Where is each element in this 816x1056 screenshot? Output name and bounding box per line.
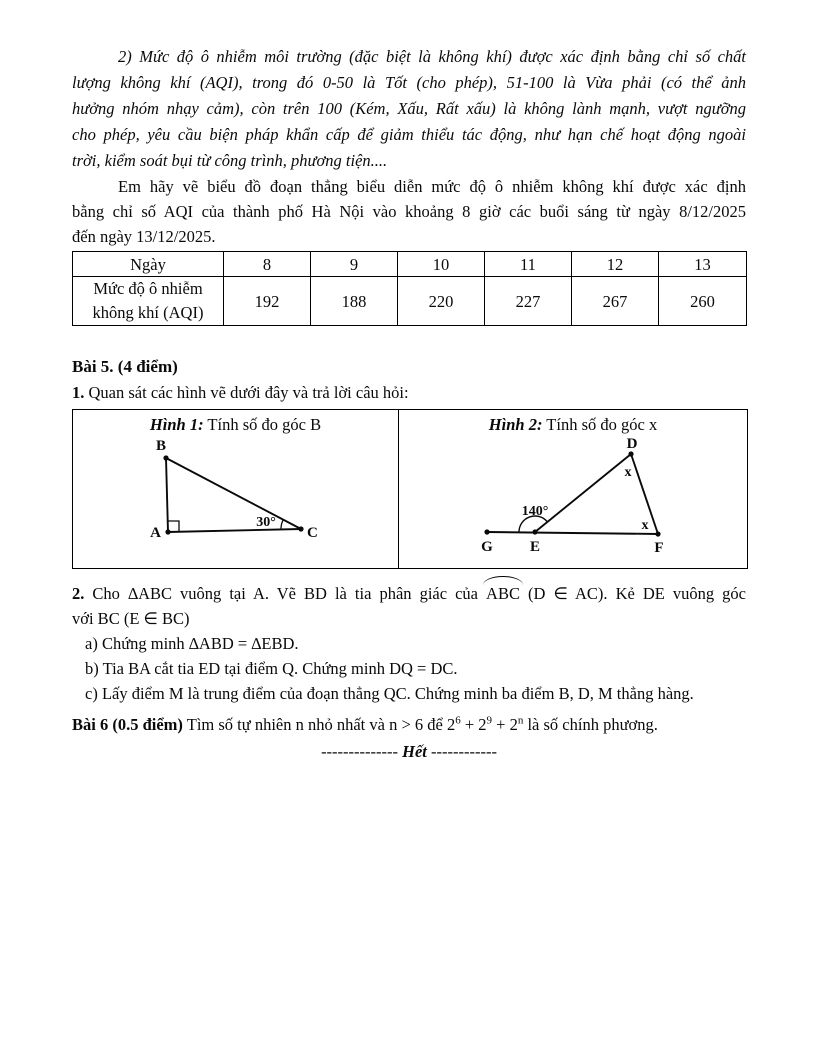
paragraph-line: 2) Mức độ ô nhiễm môi trường (đặc biệt là không khí) được xác định bằng chỉ số chất bbox=[118, 47, 746, 66]
question-2-number: 2. bbox=[72, 584, 85, 603]
point-G bbox=[484, 529, 489, 534]
row-label-line: không khí (AQI) bbox=[92, 303, 204, 322]
figure-1-title-label: Hình 1: bbox=[149, 415, 204, 434]
label-A: A bbox=[150, 525, 161, 541]
segment-ED bbox=[535, 454, 631, 532]
paragraph-line: cho phép, yêu cầu biện pháp khẩn cấp để giảm thiểu tác động, như hạn chế hoạt động ngoài bbox=[72, 125, 746, 144]
paragraph-line: bằng chỉ số AQI của thành phố Hà Nội vào khoảng 8 giờ các buổi sáng từ ngày 8/12/2025 bbox=[72, 202, 746, 221]
end-divider bbox=[72, 739, 746, 765]
label-E: E bbox=[529, 539, 541, 555]
table-row-label bbox=[73, 277, 224, 326]
table-data-row bbox=[73, 277, 747, 326]
paragraph-air-quality bbox=[72, 44, 746, 174]
paragraph-line: lượng không khí (AQI), trong đó 0-50 là Tốt (cho phép), 51-100 là Vừa phải (có thể ảnh bbox=[72, 73, 746, 92]
label-C: C bbox=[307, 525, 318, 541]
label-D: D bbox=[626, 436, 638, 452]
label-G: G bbox=[481, 539, 493, 555]
point-B bbox=[163, 455, 168, 460]
paragraph-line: Em hãy vẽ biểu đồ đoạn thẳng biểu diễn mức độ ô nhiễm không khí được xác định bbox=[118, 177, 746, 196]
table-header-cell: 11 bbox=[485, 252, 572, 277]
angle-def-figure bbox=[399, 435, 745, 568]
table-cell: 220 bbox=[398, 277, 485, 326]
question-1-text: Quan sát các hình vẽ dưới đây và trả lời câu hỏi: bbox=[88, 383, 409, 402]
question-2b: b) Tia BA cắt tia ED tại điểm Q. Chứng minh DQ = DC. bbox=[85, 659, 458, 678]
paragraph-line: trời, kiểm soát bụi từ công trình, phương tiện.... bbox=[72, 151, 388, 170]
segment-BC bbox=[166, 458, 301, 529]
table-cell: 267 bbox=[572, 277, 659, 326]
label-angle-30: 30° bbox=[256, 515, 276, 530]
end-dashes-right: ------------ bbox=[431, 742, 497, 761]
figure-2-title-label: Hình 2: bbox=[488, 415, 543, 434]
point-C bbox=[298, 526, 303, 531]
question-2 bbox=[72, 581, 746, 706]
table-header-cell: Ngày bbox=[73, 252, 224, 277]
table-header-cell: 10 bbox=[398, 252, 485, 277]
figure-2-title bbox=[399, 412, 747, 437]
segment-AB bbox=[166, 458, 168, 532]
bai6-text: là số chính phương. bbox=[527, 715, 658, 734]
label-x-at-D: x bbox=[624, 465, 632, 480]
table-header-cell: 8 bbox=[224, 252, 311, 277]
question-2-text-pre: Cho ∆ABC vuông tại A. Vẽ BD là tia phân giác của bbox=[92, 584, 478, 603]
question-2-line2: với BC (E ∈ BC) bbox=[72, 609, 190, 628]
point-D bbox=[628, 451, 633, 456]
end-dashes-left: -------------- bbox=[321, 742, 398, 761]
question-2-line1 bbox=[72, 581, 746, 606]
figure-1-title-text: Tính số đo góc B bbox=[207, 415, 322, 434]
table-header-row bbox=[73, 252, 747, 277]
angle-arc-C bbox=[281, 520, 283, 530]
label-x-at-F: x bbox=[641, 518, 649, 533]
table-cell: 227 bbox=[485, 277, 572, 326]
table-cell: 188 bbox=[311, 277, 398, 326]
exponent-n: n bbox=[517, 714, 524, 727]
question-2a: a) Chứng minh ∆ABD = ∆EBD. bbox=[85, 634, 299, 653]
table-header-cell: 9 bbox=[311, 252, 398, 277]
question-1 bbox=[72, 380, 746, 406]
question-2c: c) Lấy điểm M là trung điểm của đoạn thẳng QC. Chứng minh ba điểm B, D, M thẳng hàng. bbox=[85, 684, 694, 703]
angle-hat-abc: ABC bbox=[486, 581, 520, 606]
figure-2-title-text: Tính số đo góc x bbox=[546, 415, 658, 434]
point-F bbox=[655, 531, 660, 536]
label-F: F bbox=[654, 540, 664, 556]
figure-2 bbox=[399, 410, 747, 568]
question-1-number: 1. bbox=[72, 383, 85, 402]
label-B: B bbox=[155, 438, 167, 454]
table-header-cell: 13 bbox=[659, 252, 747, 277]
table-header-cell: 12 bbox=[572, 252, 659, 277]
bai6-text: Tìm số tự nhiên n nhỏ nhất và n > 6 để 2 bbox=[186, 715, 456, 734]
bai6-question bbox=[72, 711, 746, 739]
label-angle-140: 140° bbox=[521, 504, 549, 519]
paragraph-task bbox=[72, 174, 746, 249]
segment-GF bbox=[487, 532, 658, 534]
bai5-heading: Bài 5. (4 điểm) bbox=[72, 357, 178, 376]
bai6-label: Bài 6 (0.5 điểm) bbox=[72, 715, 183, 734]
question-2-text-post: (D ∈ AC). Kẻ DE vuông góc bbox=[528, 584, 747, 603]
end-word: Hết bbox=[402, 742, 427, 761]
row-label-line: Mức độ ô nhiễm bbox=[93, 279, 203, 298]
bai6-text: + 2 bbox=[464, 715, 487, 734]
bai6-text: + 2 bbox=[496, 715, 518, 734]
triangle-abc-figure bbox=[73, 435, 398, 568]
paragraph-line: đến ngày 13/12/2025. bbox=[72, 227, 216, 246]
exponent-9: 9 bbox=[486, 714, 493, 727]
figure-box bbox=[72, 409, 748, 569]
point-A bbox=[165, 529, 170, 534]
table-cell: 260 bbox=[659, 277, 747, 326]
exponent-6: 6 bbox=[455, 714, 461, 727]
aqi-table bbox=[72, 251, 747, 326]
figure-1 bbox=[73, 410, 399, 568]
figure-1-title bbox=[73, 412, 398, 437]
table-cell: 192 bbox=[224, 277, 311, 326]
point-E bbox=[532, 529, 537, 534]
segment-AC bbox=[168, 529, 301, 532]
paragraph-line: hưởng nhóm nhạy cảm), còn trên 100 (Kém, Xấu, Rất xấu) là không lành mạnh, vượt ngưỡng bbox=[72, 99, 746, 118]
